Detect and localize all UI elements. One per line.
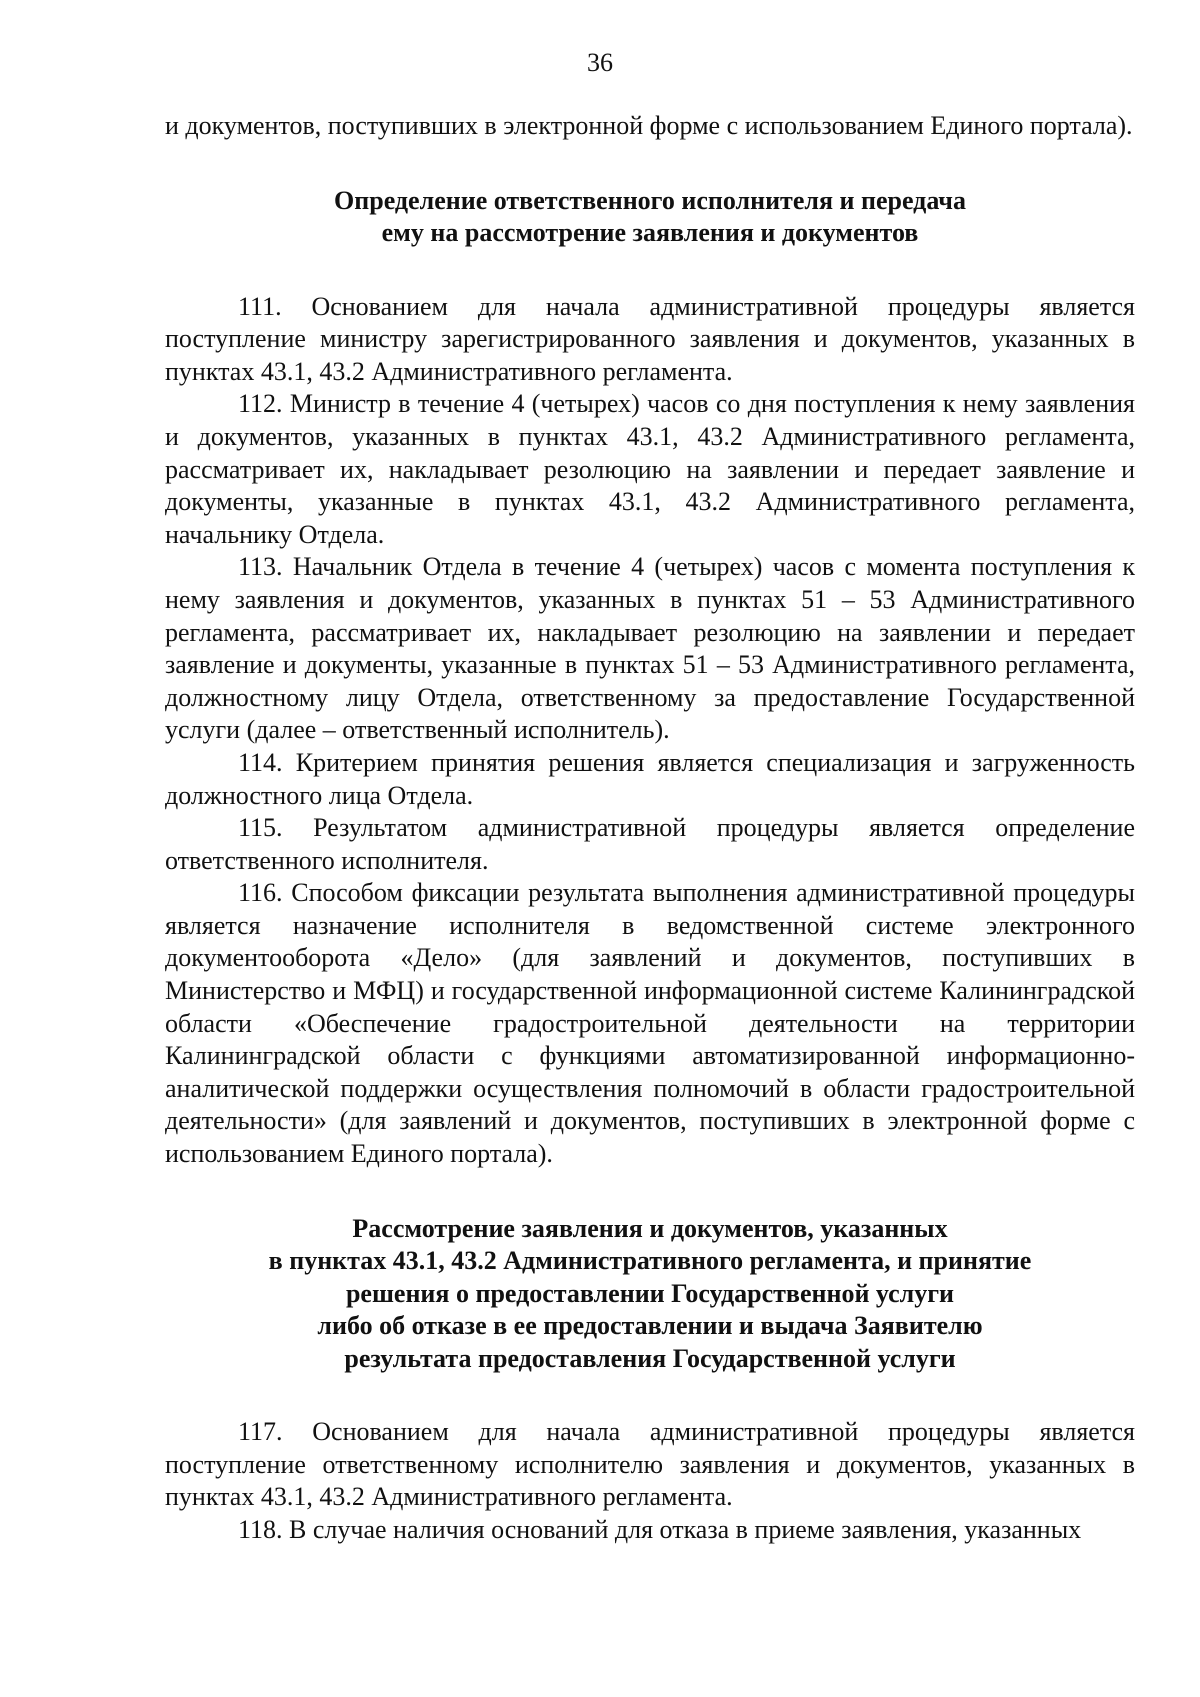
paragraph-113: 113. Начальник Отдела в течение 4 (четырех) часов с момента поступления к нему заявления и документов, указанных в пунктах 51 – 53 Административного регламента, рассматривает их, накладывает резолюцию на заявлении и передает заявление и документы, указанные в пунктах 51 – 53 Административного регламента, должностному лицу Отдела, ответственному за предоставление Государственной услуги (далее – ответственный исполнитель). <box>165 552 1135 745</box>
section-heading-responsible-executor <box>165 185 1135 250</box>
paragraph-112: 112. Министр в течение 4 (четырех) часов со дня поступления к нему заявления и документов, указанных в пунктах 43.1, 43.2 Административного регламента, рассматривает их, накладывает резолюцию на заявлении и передает заявление и документы, указанные в пунктах 43.1, 43.2 Административного регламента, начальнику Отдела. <box>165 389 1135 549</box>
heading-line: результата предоставления Государственной услуги <box>344 1343 956 1373</box>
document-body <box>165 110 1135 1547</box>
page-number: 36 <box>587 48 613 77</box>
heading-line: в пунктах 43.1, 43.2 Административного регламента, и принятие <box>268 1246 1032 1276</box>
heading-line: либо об отказе в ее предоставлении и выдача Заявителю <box>317 1311 983 1341</box>
heading-line: решения о предоставлении Государственной услуги <box>345 1278 955 1308</box>
paragraph-111: 111. Основанием для начала административной процедуры является поступление министру зарегистрированного заявления и документов, указанных в пунктах 43.1, 43.2 Административного регламента. <box>165 291 1135 386</box>
paragraph-118: 118. В случае наличия оснований для отказа в приеме заявления, указанных <box>238 1514 1082 1544</box>
paragraph-115: 115. Результатом административной процедуры является определение ответственного исполнителя. <box>165 813 1135 875</box>
heading-line: Определение ответственного исполнителя и передача <box>334 185 966 215</box>
lead-paragraph: и документов, поступивших в электронной форме с использованием Единого портала). <box>165 111 1133 140</box>
paragraph-114: 114. Критерием принятия решения является специализация и загруженность должностного лица Отдела. <box>165 747 1135 810</box>
paragraph-116: 116. Способом фиксации результата выполнения административной процедуры является назначение исполнителя в ведомственной системе электронного документооборота «Дело» (для заявлений и документов, поступивших в Министерство и МФЦ) и государственной информационной системе Калининградской области «Обеспечение градостроительной деятельности на территории Калининградской области с функциями автоматизированной информационно-аналитической поддержки осуществления полномочий в области градостроительной деятельности» (для заявлений и документов, поступивших в электронной форме с использованием Единого портала). <box>165 878 1135 1169</box>
section-heading-consideration-decision <box>165 1213 1135 1376</box>
paragraph-117: 117. Основанием для начала административной процедуры является поступление ответственному исполнителю заявления и документов, указанных в пунктах 43.1, 43.2 Административного регламента. <box>165 1417 1135 1512</box>
heading-line: ему на рассмотрение заявления и документов <box>381 218 919 248</box>
heading-line: Рассмотрение заявления и документов, указанных <box>352 1213 948 1243</box>
